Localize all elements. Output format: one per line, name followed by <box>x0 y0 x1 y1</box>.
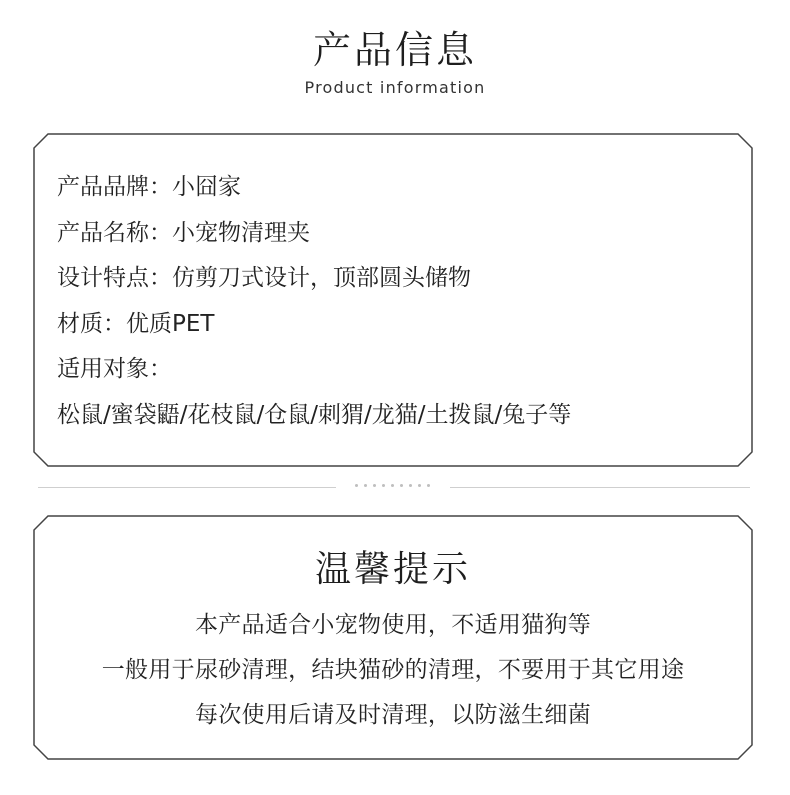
product-info-list <box>57 165 747 438</box>
info-target-animals: 松鼠/蜜袋鼯/花枝鼠/仓鼠/刺猬/龙猫/土拨鼠/兔子等 <box>57 401 572 428</box>
divider-left <box>38 487 336 488</box>
divider-dot <box>373 484 376 487</box>
divider-dot <box>427 484 430 487</box>
tips-title: 温馨提示 <box>314 549 471 590</box>
divider-dot <box>382 484 385 487</box>
info-material: 材质：优质PET <box>57 310 215 337</box>
divider-dot <box>409 484 412 487</box>
divider-right <box>450 487 750 488</box>
tips-line: 本产品适合小宠物使用，不适用猫狗等 <box>194 612 592 638</box>
divider-dot <box>418 484 421 487</box>
divider-dot <box>391 484 394 487</box>
info-design-features: 设计特点：仿剪刀式设计，顶部圆头储物 <box>57 265 471 291</box>
divider-dot <box>400 484 403 487</box>
divider-dot <box>355 484 358 487</box>
section-title: 产品信息 <box>312 28 477 72</box>
info-brand: 产品品牌：小囧家 <box>57 174 241 200</box>
info-target-label: 适用对象： <box>57 356 172 382</box>
info-product-name: 产品名称：小宠物清理夹 <box>57 219 310 246</box>
tips-line: 一般用于尿砂清理，结块猫砂的清理，不要用于其它用途 <box>101 657 685 683</box>
tips-line: 每次使用后请及时清理，以防滋生细菌 <box>194 702 592 728</box>
section-subtitle: Product information <box>304 78 486 97</box>
divider-dot <box>364 484 367 487</box>
divider-dots <box>355 484 430 487</box>
tips-section <box>34 545 752 738</box>
